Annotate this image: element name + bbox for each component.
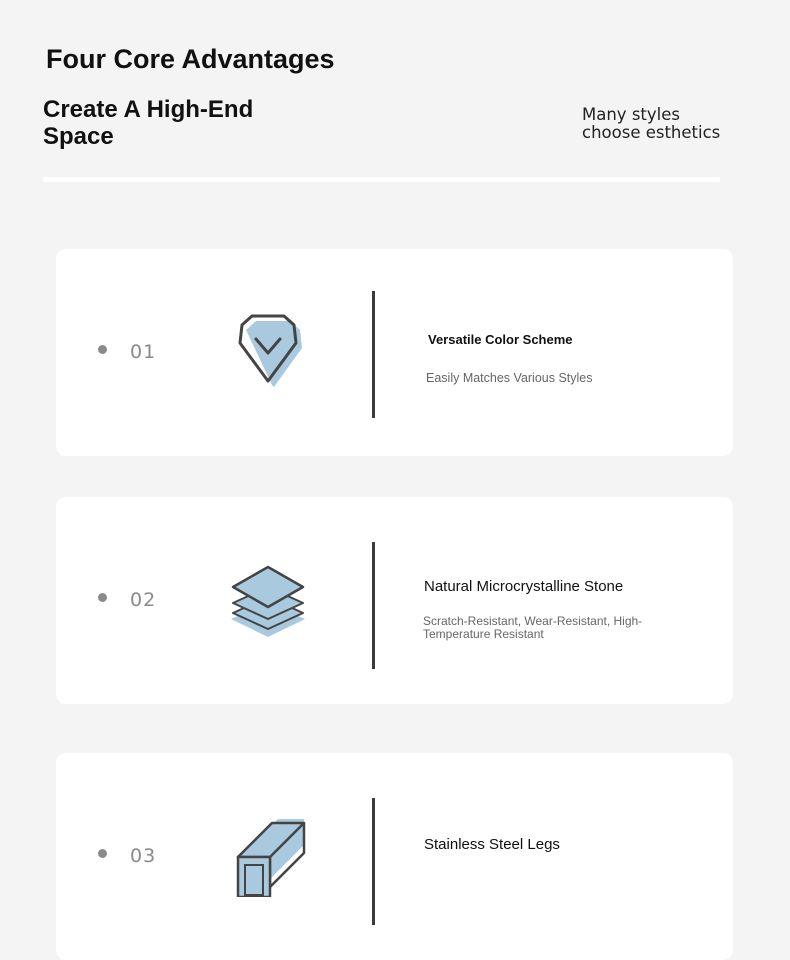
feature-title: Natural Microcrystalline Stone: [424, 578, 624, 595]
bullet-dot: [98, 849, 107, 858]
diamond-icon: [228, 309, 308, 393]
stacked-layers-icon: [228, 557, 308, 641]
feature-title: Stainless Steel Legs: [424, 836, 560, 853]
feature-description: Easily Matches Various Styles: [426, 371, 593, 385]
vertical-divider: [372, 291, 375, 418]
feature-number: 01: [130, 341, 157, 363]
feature-title: Versatile Color Scheme: [428, 332, 573, 347]
vertical-divider: [372, 542, 375, 669]
page-subtitle: Create A High-End Space: [43, 96, 254, 150]
feature-card: [56, 753, 733, 960]
bullet-dot: [98, 593, 107, 602]
header-divider: [43, 177, 720, 182]
feature-card: [56, 249, 733, 456]
feature-card: [56, 497, 733, 704]
feature-number: 02: [130, 589, 157, 611]
steel-beam-icon: [228, 813, 308, 897]
tagline: [582, 106, 752, 142]
tagline-line-1: Many styles: [582, 105, 680, 124]
bullet-dot: [98, 345, 107, 354]
page-title: Four Core Advantages: [46, 44, 335, 74]
feature-description: Scratch-Resistant, Wear-Resistant, High-Temperature Resistant: [423, 614, 643, 641]
tagline-line-2: choose esthetics: [582, 123, 721, 142]
vertical-divider: [372, 798, 375, 925]
feature-number: 03: [130, 845, 157, 867]
